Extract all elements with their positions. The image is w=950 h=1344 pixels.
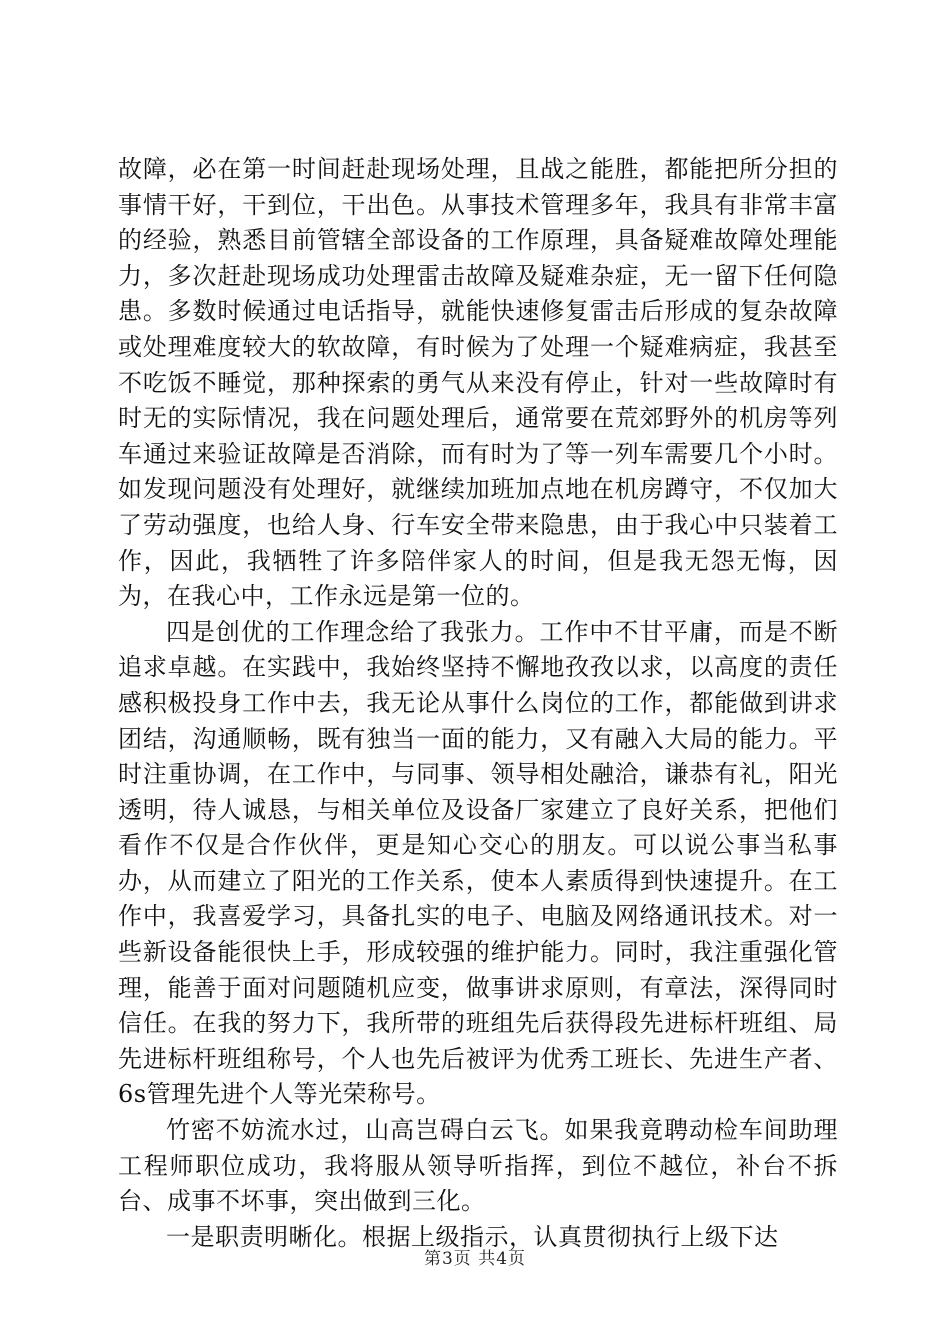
paragraph-2: 四是创优的工作理念给了我张力。工作中不甘平庸，而是不断追求卓越。在实践中，我始终坚持不懈地孜孜以求，以高度的责任感积极投身工作中去，我无论从事什么岗位的工作，都能做到讲求团结，沟通顺畅，既有独当一面的能力，又有融入大局的能力。平时注重协调，在工作中，与同事、领导相处融洽，谦恭有礼，阳光透明，待人诚恳，与相关单位及设备厂家建立了良好关系，把他们看作不仅是合作伙伴，更是知心交心的朋友。可以说公事当私事办，从而建立了阳光的工作关系，使本人素质得到快速提升。在工作中，我喜爱学习，具备扎实的电子、电脑及网络通讯技术。对一些新设备能很快上手，形成较强的维护能力。同时，我注重强化管理，能善于面对问题随机应变，做事讲求原则，有章法，深得同时信任。在我的努力下，我所带的班组先后获得段先进标杆班组、局先进标杆班组称号，个人也先后被评为优秀工班长、先进生产者、6s管理先进个人等光荣称号。	[118, 617, 838, 1109]
paragraph-1: 故障，必在第一时间赶赴现场处理，且战之能胜，都能把所分担的事情干好，干到位，干出色。从事技术管理多年，我具有非常丰富的经验，熟悉目前管辖全部设备的工作原理，具备疑难故障处理能力，多次赶赴现场成功处理雷击故障及疑难杂症，无一留下任何隐患。多数时候通过电话指导，就能快速修复雷击后形成的复杂故障或处理难度较大的软故障，有时候为了处理一个疑难病症，我甚至不吃饭不睡觉，那种探索的勇气从来没有停止，针对一些故障时有时无的实际情况，我在问题处理后，通常要在荒郊野外的机房等列车通过来验证故障是否消除，而有时为了等一列车需要几个小时。如发现问题没有处理好，就继续加班加点地在机房蹲守，不仅加大了劳动强度，也给人身、行车安全带来隐患，由于我心中只装着工作，因此，我牺牲了许多陪伴家人的时间，但是我无怨无悔，因为，在我心中，工作永远是第一位的。	[118, 155, 838, 611]
paragraph-4: 一是职责明晰化。根据上级指示，认真贯彻执行上级下达	[166, 1222, 779, 1251]
document-body	[118, 152, 838, 1255]
paragraph-3: 竹密不妨流水过，山高岂碍白云飞。如果我竟聘动检车间助理工程师职位成功，我将服从领导听指挥，到位不越位，补台不拆台、成事不坏事，突出做到三化。	[118, 1116, 838, 1216]
page-footer: 第3页 共4页	[423, 1249, 527, 1269]
